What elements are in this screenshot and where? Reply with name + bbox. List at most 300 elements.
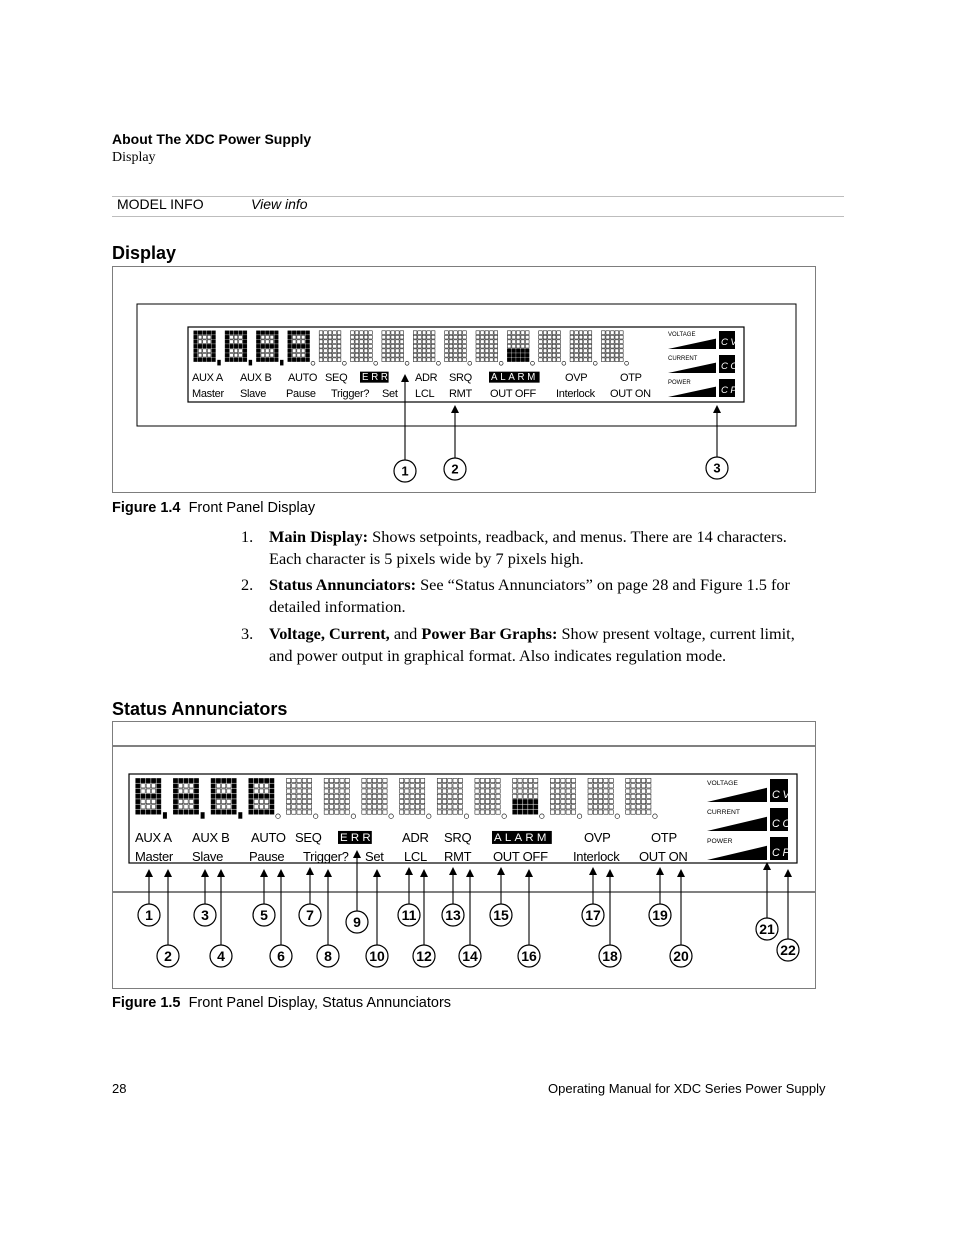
lcd-pixel — [415, 794, 419, 798]
lcd-pixel — [490, 344, 494, 348]
lcd-pixel — [610, 358, 614, 362]
lcd-pixel — [141, 805, 145, 809]
lcd-pixel — [550, 778, 554, 782]
bar-graph-label: CURRENT — [668, 356, 698, 363]
lcd-pixel — [369, 344, 373, 348]
lcd-pixel — [528, 778, 532, 782]
lcd-pixel — [421, 805, 425, 809]
lcd-pixel — [523, 789, 527, 793]
lcd-pixel — [539, 331, 543, 335]
lcd-pixel — [270, 353, 274, 357]
lcd-pixel — [491, 794, 495, 798]
lcd-pixel — [270, 340, 274, 344]
list-number: 3. — [241, 624, 254, 643]
lcd-pixel — [301, 331, 305, 335]
lcd-pixel — [454, 335, 458, 339]
lcd-pixel — [550, 799, 554, 803]
lcd-pixel — [422, 353, 426, 357]
lcd-pixel — [230, 335, 234, 339]
lcd-pixel — [345, 778, 349, 782]
annunciator-label-top: ERR — [362, 372, 391, 383]
lcd-pixel — [369, 335, 373, 339]
lcd-pixel — [518, 778, 522, 782]
annunciator-label-bottom: Pause — [249, 849, 285, 864]
lcd-pixel — [270, 794, 274, 798]
lcd-pixel — [604, 794, 608, 798]
lcd-pixel — [494, 335, 498, 339]
lcd-pixel — [367, 778, 371, 782]
lcd-pixel — [490, 349, 494, 353]
lcd-pixel — [584, 331, 588, 335]
lcd-pixel — [225, 335, 229, 339]
lcd-pixel — [415, 799, 419, 803]
lcd-pixel — [494, 331, 498, 335]
lcd-pixel — [421, 784, 425, 788]
lcd-pixel — [324, 358, 328, 362]
lcd-pixel — [458, 810, 462, 814]
lcd-pixel — [355, 340, 359, 344]
lcd-pixel — [453, 799, 457, 803]
annunciator-label-top: ALARM — [491, 372, 539, 383]
lcd-pixel — [194, 344, 198, 348]
lcd-pixel — [609, 794, 613, 798]
lcd-pixel — [203, 358, 207, 362]
lcd-pixel — [481, 335, 485, 339]
lcd-pixel — [230, 340, 234, 344]
mode-indicator-label: CP — [721, 385, 740, 396]
callout-arrowhead — [656, 867, 664, 875]
callout-number: 10 — [369, 948, 385, 965]
lcd-pixel — [512, 340, 516, 344]
lcd-pixel — [189, 799, 193, 803]
lcd-pixel — [265, 810, 269, 814]
lcd-pixel — [324, 789, 328, 793]
lcd-pixel — [345, 784, 349, 788]
lcd-pixel — [211, 810, 215, 814]
lcd-pixel — [256, 353, 260, 357]
lcd-pixel — [496, 784, 500, 788]
lcd-pixel — [329, 810, 333, 814]
lcd-pixel — [557, 331, 561, 335]
lcd-pixel — [534, 794, 538, 798]
lcd-pixel — [265, 358, 269, 362]
lcd-pixel — [513, 789, 517, 793]
lcd-pixel — [496, 805, 500, 809]
lcd-pixel — [448, 778, 452, 782]
annunciator-label-bottom: LCL — [404, 849, 427, 864]
lcd-pixel — [463, 344, 467, 348]
lcd-pixel — [512, 358, 516, 362]
lcd-pixel — [516, 331, 520, 335]
lcd-pixel — [324, 353, 328, 357]
lcd-pixel — [259, 778, 263, 782]
lcd-pixel — [557, 353, 561, 357]
lcd-pixel — [270, 331, 274, 335]
lcd-pixel — [449, 349, 453, 353]
lcd-pixel — [593, 784, 597, 788]
lcd-pixel — [337, 349, 341, 353]
lcd-pixel — [610, 340, 614, 344]
lcd-pixel — [599, 810, 603, 814]
lcd-pixel — [534, 799, 538, 803]
lcd-pixel — [579, 349, 583, 353]
lcd-pixel — [593, 778, 597, 782]
lcd-pixel — [584, 335, 588, 339]
lcd-pixel — [588, 794, 592, 798]
callout-number: 14 — [462, 948, 478, 965]
lcd-pixel — [378, 799, 382, 803]
lcd-pixel — [570, 331, 574, 335]
lcd-pixel — [222, 794, 226, 798]
lcd-pixel — [601, 331, 605, 335]
lcd-pixel — [427, 358, 431, 362]
annunciator-label-bottom: OUT OFF — [493, 849, 548, 864]
lcd-pixel — [286, 794, 290, 798]
lcd-pixel — [203, 349, 207, 353]
lcd-pixel — [194, 794, 198, 798]
callout-arrowhead — [713, 405, 721, 413]
lcd-pixel — [543, 358, 547, 362]
lcd-pixel — [543, 349, 547, 353]
list-item — [241, 623, 816, 667]
lcd-pixel — [286, 799, 290, 803]
list-text: and — [389, 624, 422, 643]
lcd-pixel — [297, 778, 301, 782]
lcd-pixel — [383, 810, 387, 814]
lcd-pixel — [227, 789, 231, 793]
lcd-pixel — [184, 778, 188, 782]
lcd-pixel — [491, 778, 495, 782]
mode-indicator-label: CP — [772, 847, 793, 859]
annunciator-label-top: ERR — [340, 832, 374, 844]
lcd-pixel — [319, 331, 323, 335]
status-annunciators-heading: Status Annunciators — [112, 699, 288, 719]
lcd-pixel — [449, 335, 453, 339]
lcd-pixel — [288, 353, 292, 357]
lcd-pixel — [198, 349, 202, 353]
lcd-pixel — [619, 331, 623, 335]
lcd-pixel — [369, 340, 373, 344]
lcd-pixel — [485, 799, 489, 803]
lcd-pixel — [525, 340, 529, 344]
lcd-pixel — [570, 340, 574, 344]
lcd-pixel — [194, 789, 198, 793]
lcd-pixel — [400, 335, 404, 339]
lcd-pixel — [437, 805, 441, 809]
lcd-pixel — [550, 794, 554, 798]
lcd-pixel — [211, 799, 215, 803]
lcd-pixel — [173, 799, 177, 803]
figure-label: Figure 1.4 — [112, 500, 181, 516]
lcd-pixel — [372, 805, 376, 809]
lcd-pixel — [270, 344, 274, 348]
lcd-pixel — [523, 805, 527, 809]
lcd-pixel — [543, 331, 547, 335]
lcd-pixel — [539, 349, 543, 353]
lcd-pixel — [146, 789, 150, 793]
lcd-pixel — [184, 789, 188, 793]
lcd-pixel — [360, 335, 364, 339]
lcd-pixel — [216, 794, 220, 798]
lcd-pixel — [463, 331, 467, 335]
lcd-pixel — [641, 799, 645, 803]
lcd-pixel — [410, 794, 414, 798]
annunciator-label-top: OVP — [584, 830, 611, 845]
lcd-pixel — [619, 358, 623, 362]
status-annunciators-figure — [113, 722, 815, 988]
lcd-pixel — [458, 358, 462, 362]
lcd-pixel — [151, 784, 155, 788]
lcd-pixel — [292, 789, 296, 793]
lcd-pixel — [275, 349, 279, 353]
lcd-pixel — [552, 331, 556, 335]
lcd-pixel — [525, 335, 529, 339]
annunciator-label-bottom: Set — [382, 388, 398, 400]
lcd-pixel — [157, 810, 161, 814]
lcd-pixel — [604, 799, 608, 803]
lcd-pixel — [364, 331, 368, 335]
lcd-pixel — [324, 335, 328, 339]
lcd-pixel — [552, 335, 556, 339]
lcd-pixel — [275, 358, 279, 362]
lcd-pixel — [324, 340, 328, 344]
lcd-pixel — [227, 805, 231, 809]
callout-number: 13 — [445, 907, 461, 924]
lcd-pixel — [179, 799, 183, 803]
bar-graph-label: VOLTAGE — [668, 332, 696, 339]
lcd-pixel — [382, 358, 386, 362]
lcd-pixel — [458, 340, 462, 344]
lcd-pixel — [395, 344, 399, 348]
lcd-pixel — [335, 784, 339, 788]
callout-arrowhead — [525, 869, 533, 877]
mode-indicator-label: CC — [721, 361, 740, 372]
lcd-pixel — [552, 358, 556, 362]
annunciator-label-bottom: RMT — [444, 849, 472, 864]
lcd-pixel — [615, 340, 619, 344]
lcd-pixel — [610, 353, 614, 357]
lcd-pixel — [270, 349, 274, 353]
lcd-pixel — [259, 799, 263, 803]
lcd-pixel — [557, 340, 561, 344]
lcd-pixel — [297, 784, 301, 788]
lcd-pixel — [207, 344, 211, 348]
lcd-pixel — [431, 358, 435, 362]
lcd-pixel — [413, 335, 417, 339]
lcd-pixel — [579, 344, 583, 348]
lcd-pixel — [249, 799, 253, 803]
annunciator-label-bottom: Pause — [286, 388, 316, 400]
lcd-pixel — [288, 349, 292, 353]
lcd-pixel — [395, 340, 399, 344]
lcd-pixel — [146, 805, 150, 809]
lcd-pixel — [494, 344, 498, 348]
annunciator-label-bottom: Trigger? — [331, 388, 370, 400]
lcd-pixel — [254, 784, 258, 788]
lcd-pixel — [335, 805, 339, 809]
lcd-pixel — [194, 358, 198, 362]
lcd-pixel — [584, 353, 588, 357]
lcd-pixel — [437, 778, 441, 782]
lcd-pixel — [146, 810, 150, 814]
lcd-pixel — [475, 810, 479, 814]
lcd-pixel — [203, 331, 207, 335]
lcd-pixel — [584, 340, 588, 344]
callout-arrowhead — [784, 869, 792, 877]
lcd-pixel — [151, 789, 155, 793]
lcd-pixel — [216, 778, 220, 782]
lcd-pixel — [297, 794, 301, 798]
lcd-pixel — [523, 799, 527, 803]
lcd-pixel — [329, 799, 333, 803]
lcd-pixel — [571, 799, 575, 803]
lcd-pixel — [259, 810, 263, 814]
lcd-pixel — [256, 331, 260, 335]
lcd-pixel — [340, 810, 344, 814]
lcd-pixel — [288, 331, 292, 335]
lcd-pixel — [337, 358, 341, 362]
list-text: See “Status Annunciators” on page 28 and Figure 1.5 for detailed information. — [269, 575, 790, 616]
lcd-pixel — [383, 805, 387, 809]
lcd-pixel — [256, 340, 260, 344]
lcd-pixel — [588, 335, 592, 339]
lcd-pixel — [593, 789, 597, 793]
lcd-pixel — [345, 810, 349, 814]
lcd-pixel — [333, 344, 337, 348]
lcd-pixel — [458, 794, 462, 798]
lcd-pixel — [494, 340, 498, 344]
list-bold: Main Display: — [269, 527, 369, 546]
lcd-pixel — [575, 331, 579, 335]
lcd-pixel — [212, 335, 216, 339]
lcd-pixel — [391, 353, 395, 357]
lcd-pixel — [340, 799, 344, 803]
lcd-pixel — [410, 789, 414, 793]
lcd-pixel — [647, 799, 651, 803]
lcd-pixel — [319, 349, 323, 353]
lcd-pixel — [448, 789, 452, 793]
lcd-pixel — [512, 344, 516, 348]
callout-arrowhead — [606, 869, 614, 877]
callout-arrowhead — [164, 869, 172, 877]
lcd-pixel — [507, 353, 511, 357]
callout-arrowhead — [497, 867, 505, 875]
lcd-pixel — [292, 349, 296, 353]
lcd-pixel — [550, 789, 554, 793]
lcd-pixel — [324, 810, 328, 814]
lcd-pixel — [136, 805, 140, 809]
lcd-pixel — [570, 349, 574, 353]
lcd-pixel — [227, 778, 231, 782]
lcd-decimal-point — [217, 360, 220, 366]
lcd-pixel — [619, 344, 623, 348]
lcd-pixel — [382, 340, 386, 344]
lcd-pixel — [619, 349, 623, 353]
lcd-pixel — [593, 799, 597, 803]
lcd-pixel — [445, 340, 449, 344]
lcd-pixel — [270, 810, 274, 814]
figure-1-5-frame — [112, 721, 816, 989]
lcd-pixel — [211, 778, 215, 782]
lcd-pixel — [400, 353, 404, 357]
lcd-pixel — [593, 794, 597, 798]
lcd-pixel — [490, 335, 494, 339]
lcd-pixel — [324, 799, 328, 803]
lcd-pixel — [297, 349, 301, 353]
bar-graph-label: CURRENT — [707, 809, 740, 817]
lcd-pixel — [302, 810, 306, 814]
lcd-pixel — [275, 335, 279, 339]
lcd-pixel — [141, 794, 145, 798]
lcd-pixel — [525, 358, 529, 362]
lcd-pixel — [345, 799, 349, 803]
lcd-pixel — [453, 805, 457, 809]
lcd-pixel — [463, 349, 467, 353]
lcd-pixel — [243, 335, 247, 339]
lcd-pixel — [579, 335, 583, 339]
lcd-pixel — [249, 794, 253, 798]
lcd-pixel — [270, 799, 274, 803]
lcd-pixel — [335, 778, 339, 782]
lcd-pixel — [521, 340, 525, 344]
annunciator-label-top: ADR — [415, 372, 438, 384]
lcd-pixel — [307, 805, 311, 809]
lcd-pixel — [437, 794, 441, 798]
lcd-pixel — [243, 349, 247, 353]
lcd-pixel — [362, 799, 366, 803]
lcd-pixel — [543, 335, 547, 339]
lcd-pixel — [410, 799, 414, 803]
lcd-pixel — [360, 353, 364, 357]
lcd-pixel — [351, 331, 355, 335]
lcd-pixel — [615, 335, 619, 339]
lcd-pixel — [475, 794, 479, 798]
lcd-pixel — [588, 799, 592, 803]
lcd-pixel — [225, 349, 229, 353]
lcd-pixel — [367, 789, 371, 793]
lcd-pixel — [641, 805, 645, 809]
lcd-pixel — [378, 810, 382, 814]
lcd-pixel — [431, 331, 435, 335]
lcd-pixel — [427, 349, 431, 353]
lcd-pixel — [550, 805, 554, 809]
lcd-pixel — [230, 331, 234, 335]
lcd-pixel — [324, 778, 328, 782]
lcd-pixel — [333, 358, 337, 362]
lcd-pixel — [211, 784, 215, 788]
lcd-pixel — [146, 799, 150, 803]
figure-1-4-frame — [112, 266, 816, 493]
lcd-pixel — [301, 358, 305, 362]
lcd-pixel — [421, 799, 425, 803]
lcd-pixel — [270, 335, 274, 339]
lcd-pixel — [458, 799, 462, 803]
lcd-pixel — [418, 353, 422, 357]
lcd-pixel — [448, 794, 452, 798]
lcd-pixel — [566, 805, 570, 809]
lcd-pixel — [496, 794, 500, 798]
lcd-pixel — [301, 344, 305, 348]
callout-arrowhead — [449, 867, 457, 875]
lcd-pixel — [631, 799, 635, 803]
lcd-pixel — [534, 805, 538, 809]
lcd-pixel — [619, 340, 623, 344]
lcd-pixel — [225, 340, 229, 344]
lcd-pixel — [372, 794, 376, 798]
lcd-pixel — [232, 794, 236, 798]
lcd-pixel — [534, 810, 538, 814]
callout-arrowhead — [420, 869, 428, 877]
